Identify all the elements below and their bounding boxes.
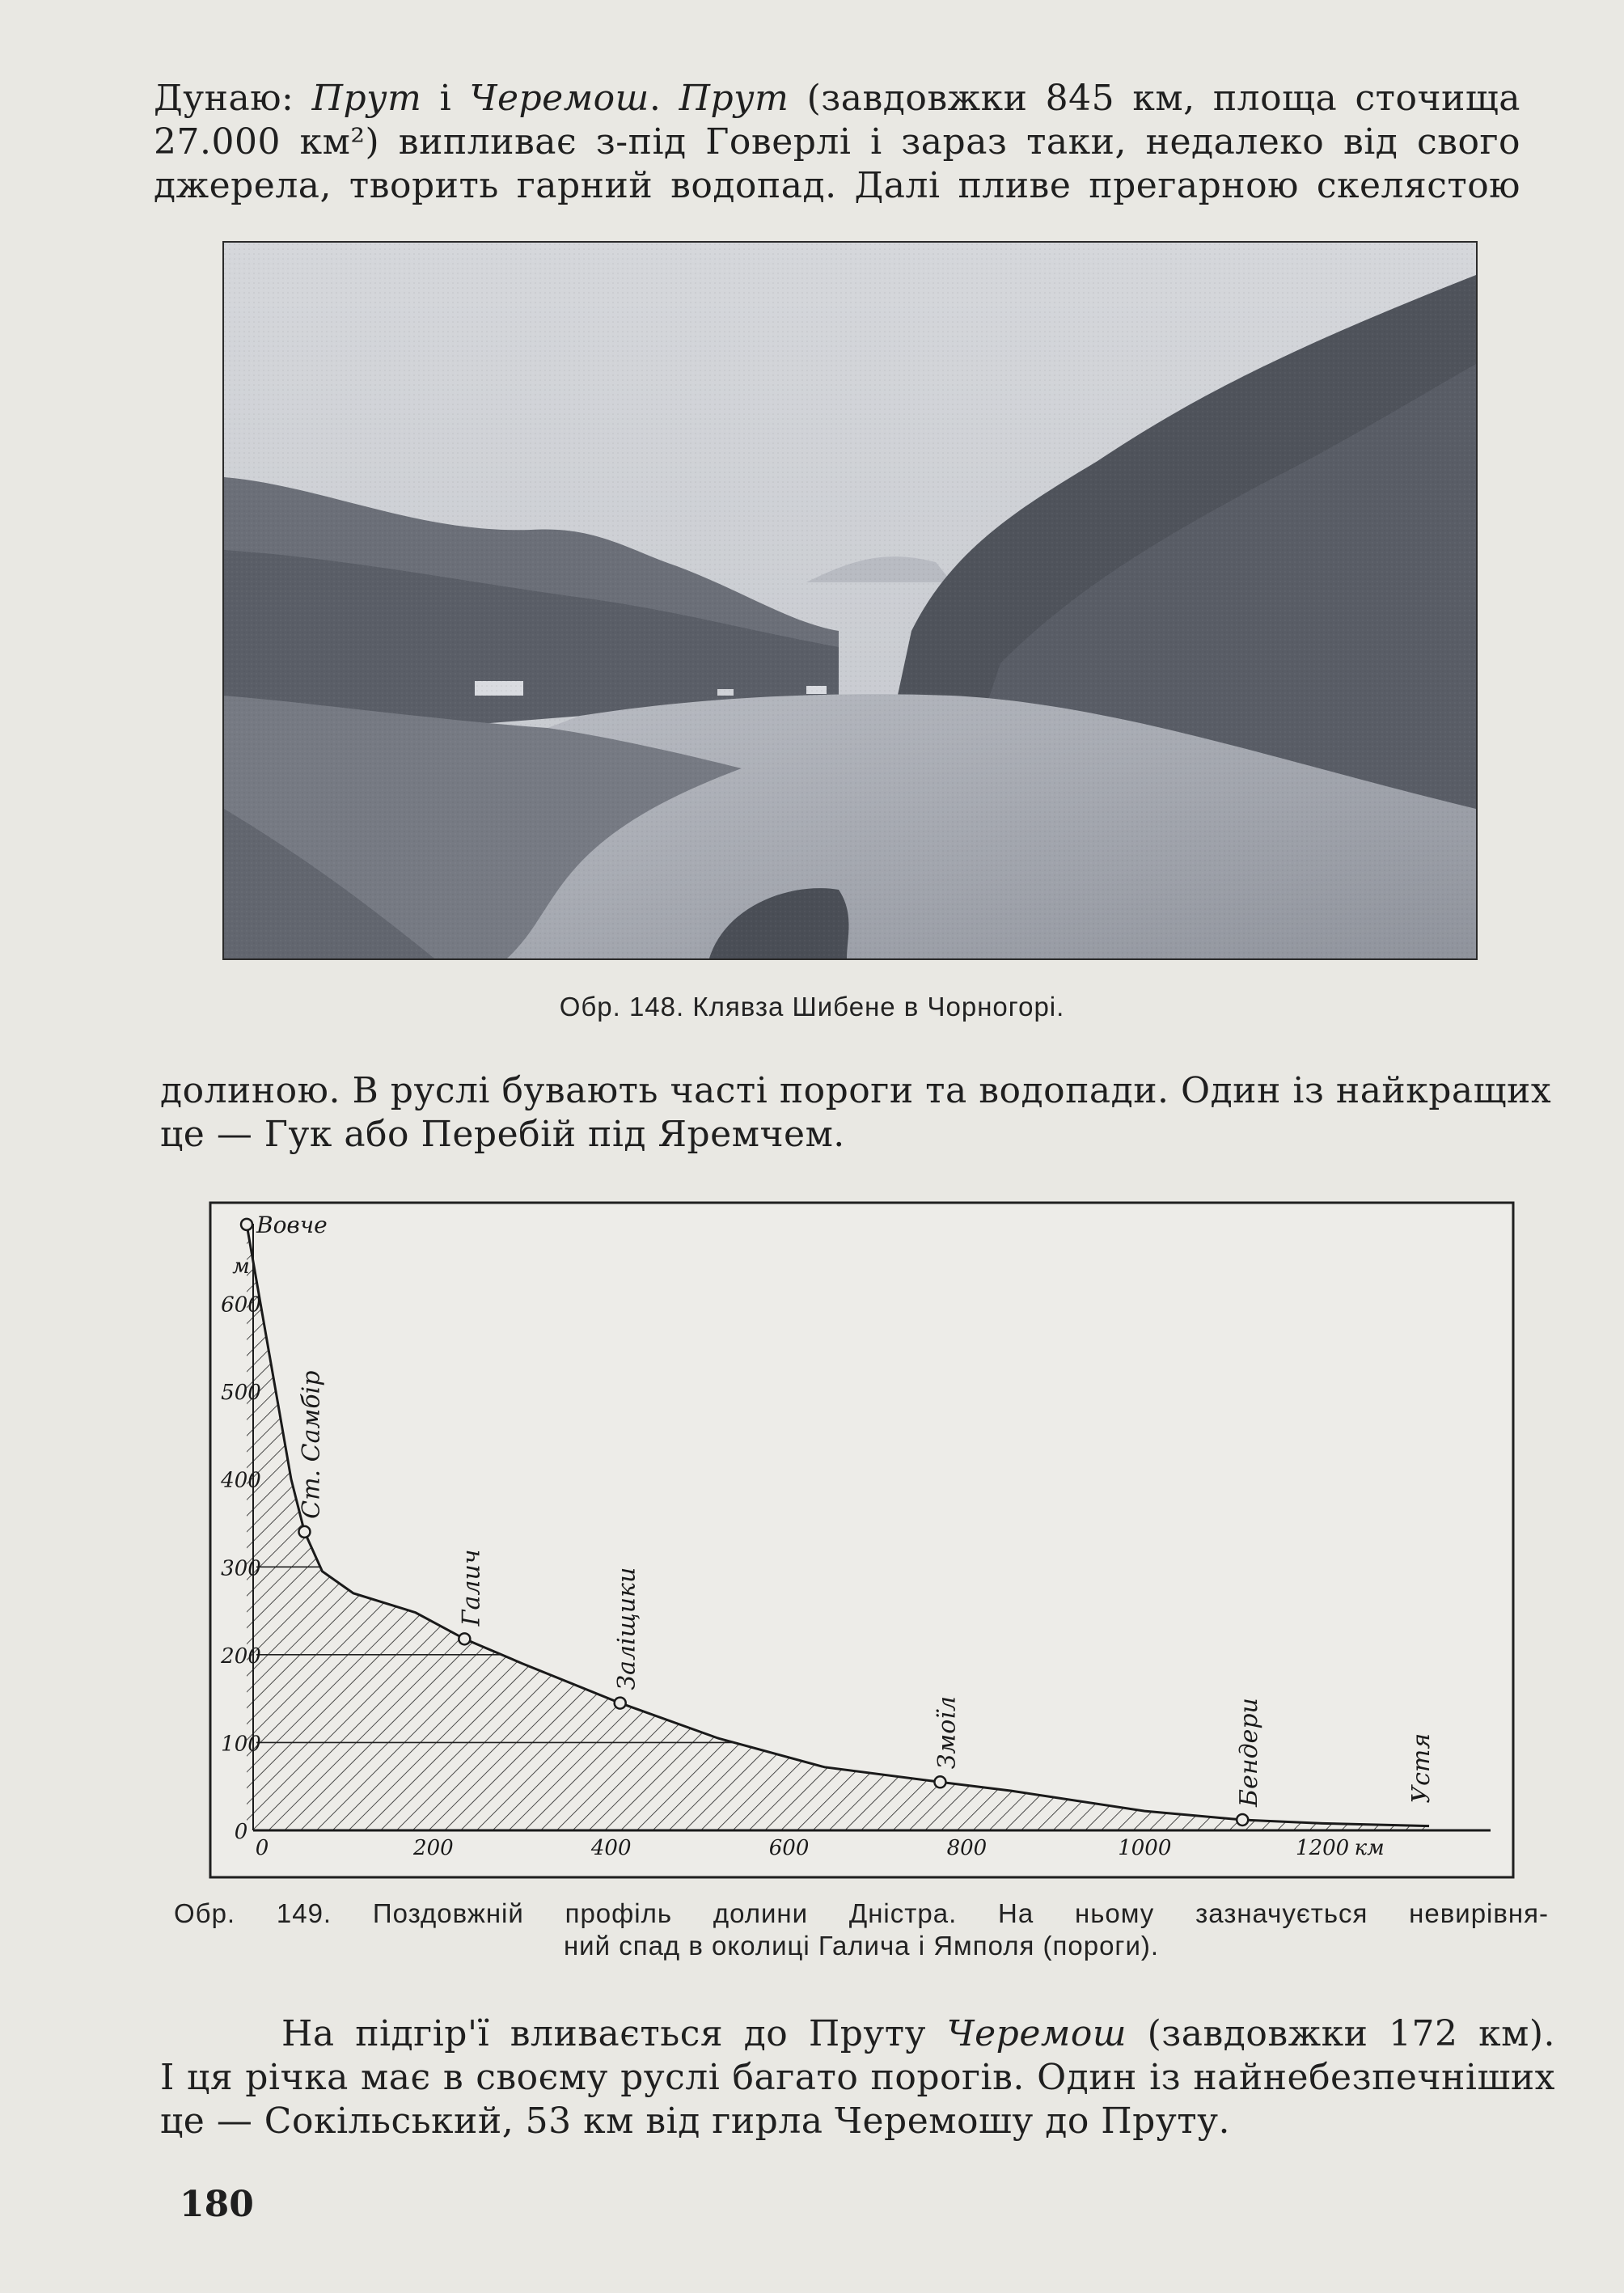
paragraph-cheremosh: [160, 2012, 1555, 2143]
town-label: Устя: [1407, 1732, 1436, 1804]
chart-caption-line: Обр. 149. Поздовжній профіль долини Дністра. На ньому зазначується невирівня-: [174, 1898, 1549, 1928]
photo-caption: Обр. 148. Клявза Шибене в Чорногорі.: [559, 992, 1065, 1022]
paragraph-line: Дунаю: Прут і Черемош. Прут (завдовжки 845 км, площа сточища: [154, 78, 1521, 119]
x-tick-label: 1200: [1296, 1836, 1350, 1860]
x-tick-label: 400: [590, 1836, 632, 1860]
town-label: Ст. Самбір: [297, 1370, 326, 1519]
chart-caption-line: ний спад в околиці Галича і Ямполя (пороги).: [563, 1931, 1160, 1961]
dniester-profile-chart: [209, 1201, 1515, 1879]
town-label: Заліщики: [612, 1567, 641, 1690]
y-unit-label: м: [232, 1254, 250, 1280]
y-tick-label: 600: [221, 1292, 261, 1318]
chart-caption: [174, 1897, 1549, 1962]
town-marker: [241, 1219, 252, 1230]
x-tick-label: 1000: [1118, 1836, 1172, 1860]
page-number: 180: [180, 2184, 254, 2225]
town-marker: [615, 1698, 626, 1709]
town-label: Галич: [457, 1549, 486, 1627]
paragraph-line: це — Сокільський, 53 км від гирла Черемошу до Пруту.: [160, 2101, 1230, 2142]
paragraph-valley: [160, 1069, 1552, 1157]
x-tick-label: 200: [413, 1836, 454, 1860]
paragraph-line: 27.000 км²) випливає з-під Говерлі і зараз таки, недалеко від свого: [154, 121, 1520, 163]
x-tick-label: 800: [946, 1836, 988, 1860]
x-tick-label: 600: [768, 1836, 810, 1860]
paragraph-prut: [154, 77, 1520, 208]
x-tick-label: 0: [255, 1836, 269, 1860]
paragraph-line: На підгір'ї вливається до Пруту Черемош (завдовжки 172 км).: [281, 2013, 1555, 2054]
y-tick-label: 100: [221, 1732, 261, 1757]
y-tick-label: 500: [221, 1381, 261, 1406]
town-marker: [1237, 1814, 1248, 1826]
town-marker: [298, 1526, 310, 1538]
town-label: Вовче: [256, 1211, 328, 1238]
photo-klyavza-shybene: [222, 241, 1478, 960]
paragraph-line: І ця річка має в своєму руслі багато порогів. Один із найнебезпечніших: [160, 2057, 1555, 2098]
town-label: Бендери: [1235, 1698, 1264, 1807]
y-tick-label: 300: [221, 1556, 261, 1581]
y-tick-label: 200: [221, 1644, 261, 1669]
town-marker: [934, 1776, 945, 1787]
y-tick-label: 400: [221, 1468, 261, 1493]
landscape-photo-icon: [224, 243, 1476, 958]
town-label: Змоїл: [933, 1695, 962, 1770]
paragraph-line: джерела, творить гарний водопад. Далі пливе прегарною скелястою: [154, 165, 1520, 206]
y-tick-label: 0: [234, 1820, 248, 1844]
paragraph-line: це — Гук або Перебій під Яремчем.: [160, 1114, 845, 1155]
town-marker: [459, 1633, 470, 1644]
paragraph-line: долиною. В руслі бувають часті пороги та водопади. Один із найкращих: [160, 1070, 1552, 1111]
x-unit-label: км: [1354, 1836, 1385, 1860]
